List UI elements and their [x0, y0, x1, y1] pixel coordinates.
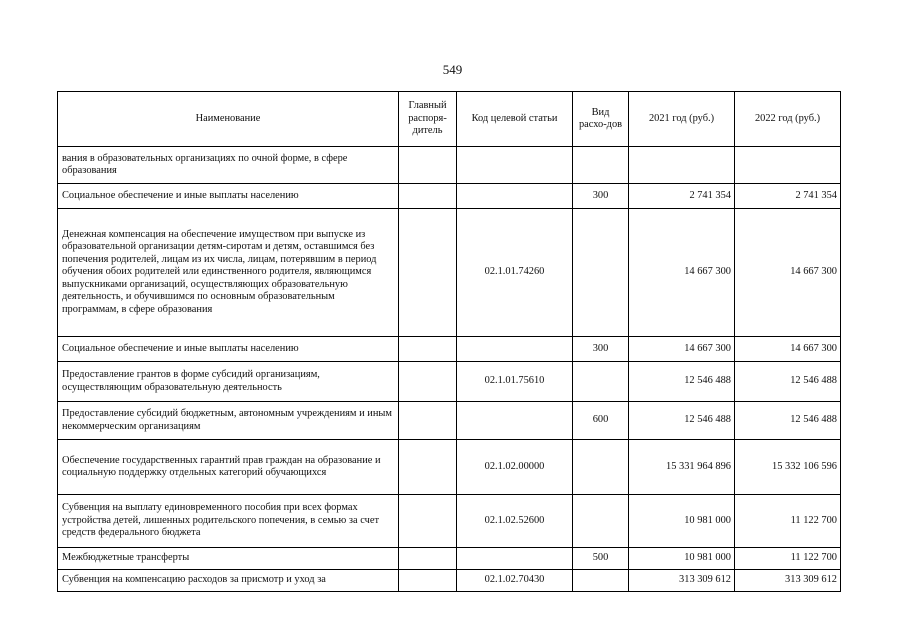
table-row: [58, 440, 841, 495]
row-expense-type: [573, 440, 629, 495]
row-code: 02.1.02.70430: [457, 570, 573, 592]
header-code: Код целевой статьи: [457, 92, 573, 147]
row-admin: [399, 184, 457, 209]
table-row: [58, 362, 841, 402]
row-amount-2021: 10 981 000: [629, 548, 735, 570]
row-name: Обеспечение государственных гарантий прав граждан на образование и социальную поддержку отдельных категорий обучающихся: [58, 440, 399, 495]
row-amount-2022: 12 546 488: [735, 362, 841, 402]
table-row: [58, 570, 841, 592]
header-admin: Главный распоря-дитель: [399, 92, 457, 147]
header-name: Наименование: [58, 92, 399, 147]
row-admin: [399, 402, 457, 440]
budget-table: [57, 91, 841, 592]
row-amount-2021: 15 331 964 896: [629, 440, 735, 495]
row-amount-2022: 11 122 700: [735, 495, 841, 548]
row-amount-2021: 14 667 300: [629, 209, 735, 337]
row-code: [457, 402, 573, 440]
row-name: Социальное обеспечение и иные выплаты населению: [58, 184, 399, 209]
row-code: 02.1.01.75610: [457, 362, 573, 402]
row-expense-type: 600: [573, 402, 629, 440]
row-admin: [399, 495, 457, 548]
row-name: Социальное обеспечение и иные выплаты населению: [58, 337, 399, 362]
table-row: [58, 209, 841, 337]
row-code: 02.1.01.74260: [457, 209, 573, 337]
row-amount-2022: [735, 147, 841, 184]
row-name: Межбюджетные трансферты: [58, 548, 399, 570]
table-row: [58, 147, 841, 184]
table-row: [58, 495, 841, 548]
row-admin: [399, 209, 457, 337]
row-amount-2021: 12 546 488: [629, 402, 735, 440]
row-admin: [399, 337, 457, 362]
row-admin: [399, 440, 457, 495]
header-year-2022: 2022 год (руб.): [735, 92, 841, 147]
row-name: Предоставление субсидий бюджетным, автономным учреждениям и иным некоммерческим организациям: [58, 402, 399, 440]
row-admin: [399, 548, 457, 570]
row-amount-2021: 2 741 354: [629, 184, 735, 209]
row-code: [457, 337, 573, 362]
row-amount-2021: 10 981 000: [629, 495, 735, 548]
row-expense-type: 300: [573, 337, 629, 362]
row-amount-2022: 11 122 700: [735, 548, 841, 570]
row-amount-2022: 2 741 354: [735, 184, 841, 209]
row-expense-type: 300: [573, 184, 629, 209]
row-expense-type: [573, 147, 629, 184]
row-name: Субвенция на компенсацию расходов за присмотр и уход за: [58, 570, 399, 592]
row-expense-type: 500: [573, 548, 629, 570]
row-code: 02.1.02.52600: [457, 495, 573, 548]
row-amount-2022: 14 667 300: [735, 337, 841, 362]
row-expense-type: [573, 209, 629, 337]
row-name: Субвенция на выплату единовременного пособия при всех формах устройства детей, лишенных родительского попечения, в семью за счет средств федерального бюджета: [58, 495, 399, 548]
row-admin: [399, 147, 457, 184]
row-expense-type: [573, 495, 629, 548]
row-amount-2021: 14 667 300: [629, 337, 735, 362]
row-admin: [399, 570, 457, 592]
row-amount-2022: 15 332 106 596: [735, 440, 841, 495]
row-amount-2022: 12 546 488: [735, 402, 841, 440]
row-amount-2022: 14 667 300: [735, 209, 841, 337]
table-row: [58, 548, 841, 570]
table-row: [58, 337, 841, 362]
header-year-2021: 2021 год (руб.): [629, 92, 735, 147]
row-admin: [399, 362, 457, 402]
row-expense-type: [573, 362, 629, 402]
row-name: Денежная компенсация на обеспечение имуществом при выпуске из образовательной организации детям-сиротам и детям, оставшимся без попечения родителей, лицам из их числа, лицам, потерявшим в период обучения обоих родителей или единственного родителя, являющимся выпускниками организаций, осуществляющих образовательную деятельность, и обучившимся по основным образовательным программам, в сфере образования: [58, 209, 399, 337]
row-expense-type: [573, 570, 629, 592]
row-code: [457, 147, 573, 184]
row-name: Предоставление грантов в форме субсидий организациям, осуществляющим образовательную деятельность: [58, 362, 399, 402]
row-amount-2021: 12 546 488: [629, 362, 735, 402]
row-name: вания в образовательных организациях по очной форме, в сфере образования: [58, 147, 399, 184]
table-row: [58, 402, 841, 440]
row-code: [457, 548, 573, 570]
table-row: [58, 184, 841, 209]
row-code: 02.1.02.00000: [457, 440, 573, 495]
row-code: [457, 184, 573, 209]
header-expense-type: Вид расхо-дов: [573, 92, 629, 147]
row-amount-2022: 313 309 612: [735, 570, 841, 592]
table-header-row: [58, 92, 841, 147]
page-number: 549: [442, 62, 463, 77]
row-amount-2021: 313 309 612: [629, 570, 735, 592]
row-amount-2021: [629, 147, 735, 184]
